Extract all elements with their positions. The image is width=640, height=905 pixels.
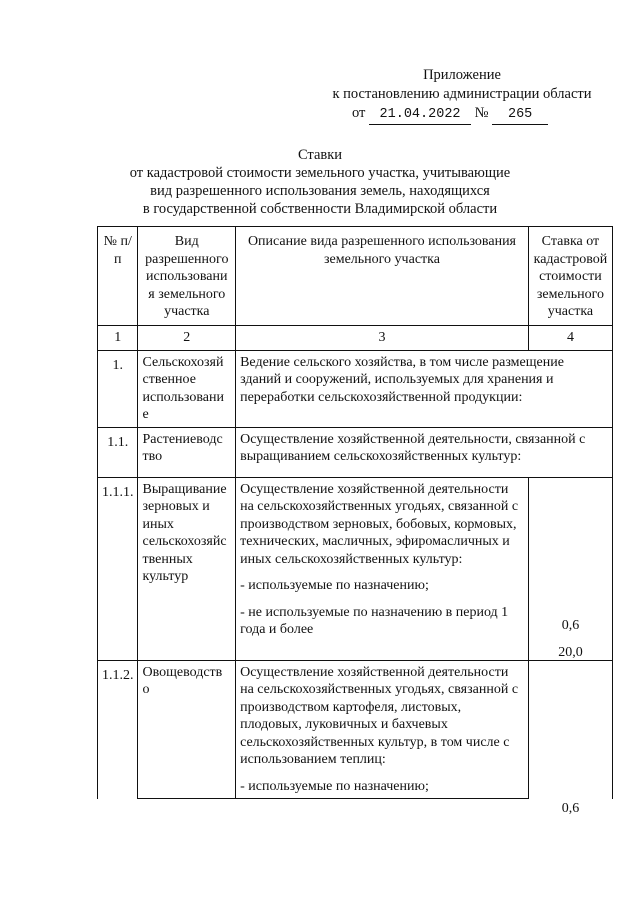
row-index: 1.1. xyxy=(98,427,138,477)
header-rate: Ставка от кадастровой стоимости земельного участка xyxy=(528,227,612,326)
column-number: 3 xyxy=(236,326,529,351)
row-index: 1. xyxy=(98,350,138,427)
row-kind: Овощеводств о xyxy=(138,660,236,799)
number-sign: № xyxy=(474,105,489,121)
row-description: Осуществление хозяйственной деятельности на сельскохозяйственных угодьях, связанной с производством зерновых, бобовых, кормовых, технических, масличных, эфиромасличных и иных сельскохозяйственных культур: xyxy=(240,481,519,567)
row-rates-cell xyxy=(528,477,612,660)
row-kind: Сельскохозяй ственное использовани е xyxy=(138,350,236,427)
rates-table xyxy=(97,226,613,816)
heading-line-3: вид разрешенного использования земель, находящихся xyxy=(150,183,490,199)
document-heading xyxy=(80,146,560,218)
row-rates-cell xyxy=(528,660,612,816)
column-number: 4 xyxy=(528,326,612,351)
row-item-rate: 0,6 xyxy=(561,800,580,816)
column-number: 2 xyxy=(138,326,236,351)
row-item-text: - используемые по назначению; xyxy=(240,578,429,593)
table-row xyxy=(98,660,613,799)
appendix-date-line xyxy=(322,104,602,125)
resolution-number: 265 xyxy=(492,105,548,125)
table-row xyxy=(98,350,613,427)
row-description: Ведение сельского хозяйства, в том числе размещение зданий и сооружений, используемых для хранения и переработки сельскохозяйственной продукции: xyxy=(236,350,613,427)
header-kind: Вид разрешенного использовани я земельного участка xyxy=(138,227,236,326)
row-description: Осуществление хозяйственной деятельности на сельскохозяйственных угодьях, связанной с производством картофеля, листовых, плодовых, луковичных и бахчевых сельскохозяйственных культур, в том числе с использованием теплиц: xyxy=(240,664,519,767)
row-description-cell xyxy=(236,660,529,799)
row-index: 1.1.1. xyxy=(98,477,138,660)
table-row xyxy=(98,477,613,660)
row-item-rate: 20,0 xyxy=(558,644,583,660)
appendix-title: Приложение xyxy=(423,67,501,83)
appendix-resolution: к постановлению администрации области xyxy=(332,86,592,102)
header-number: № п/п xyxy=(98,227,138,326)
row-item-rate: 0,6 xyxy=(561,617,580,633)
header-description: Описание вида разрешенного использования земельного участка xyxy=(236,227,529,326)
row-index: 1.1.2. xyxy=(98,660,138,799)
row-item-text: - не используемые по назначению в период 1 года и более xyxy=(240,604,509,637)
column-number: 1 xyxy=(98,326,138,351)
row-description-cell xyxy=(236,477,529,660)
heading-line-4: в государственной собственности Владимирской области xyxy=(142,201,498,217)
column-number-row xyxy=(98,326,613,351)
heading-line-1: Ставки xyxy=(297,147,343,163)
date-prefix: от xyxy=(352,105,366,121)
row-kind: Растениеводс тво xyxy=(138,427,236,477)
table-header-row xyxy=(98,227,613,326)
table-row xyxy=(98,427,613,477)
heading-line-2: от кадастровой стоимости земельного участка, учитывающие xyxy=(129,165,511,181)
resolution-date: 21.04.2022 xyxy=(369,105,471,125)
row-kind: Выращивание зерновых и иных сельскохозяйс твенных культур xyxy=(138,477,236,660)
row-item-text: - используемые по назначению; xyxy=(240,778,429,794)
appendix-block xyxy=(322,66,602,125)
row-description: Осуществление хозяйственной деятельности, связанной с выращиванием сельскохозяйственных культур: xyxy=(236,427,613,477)
